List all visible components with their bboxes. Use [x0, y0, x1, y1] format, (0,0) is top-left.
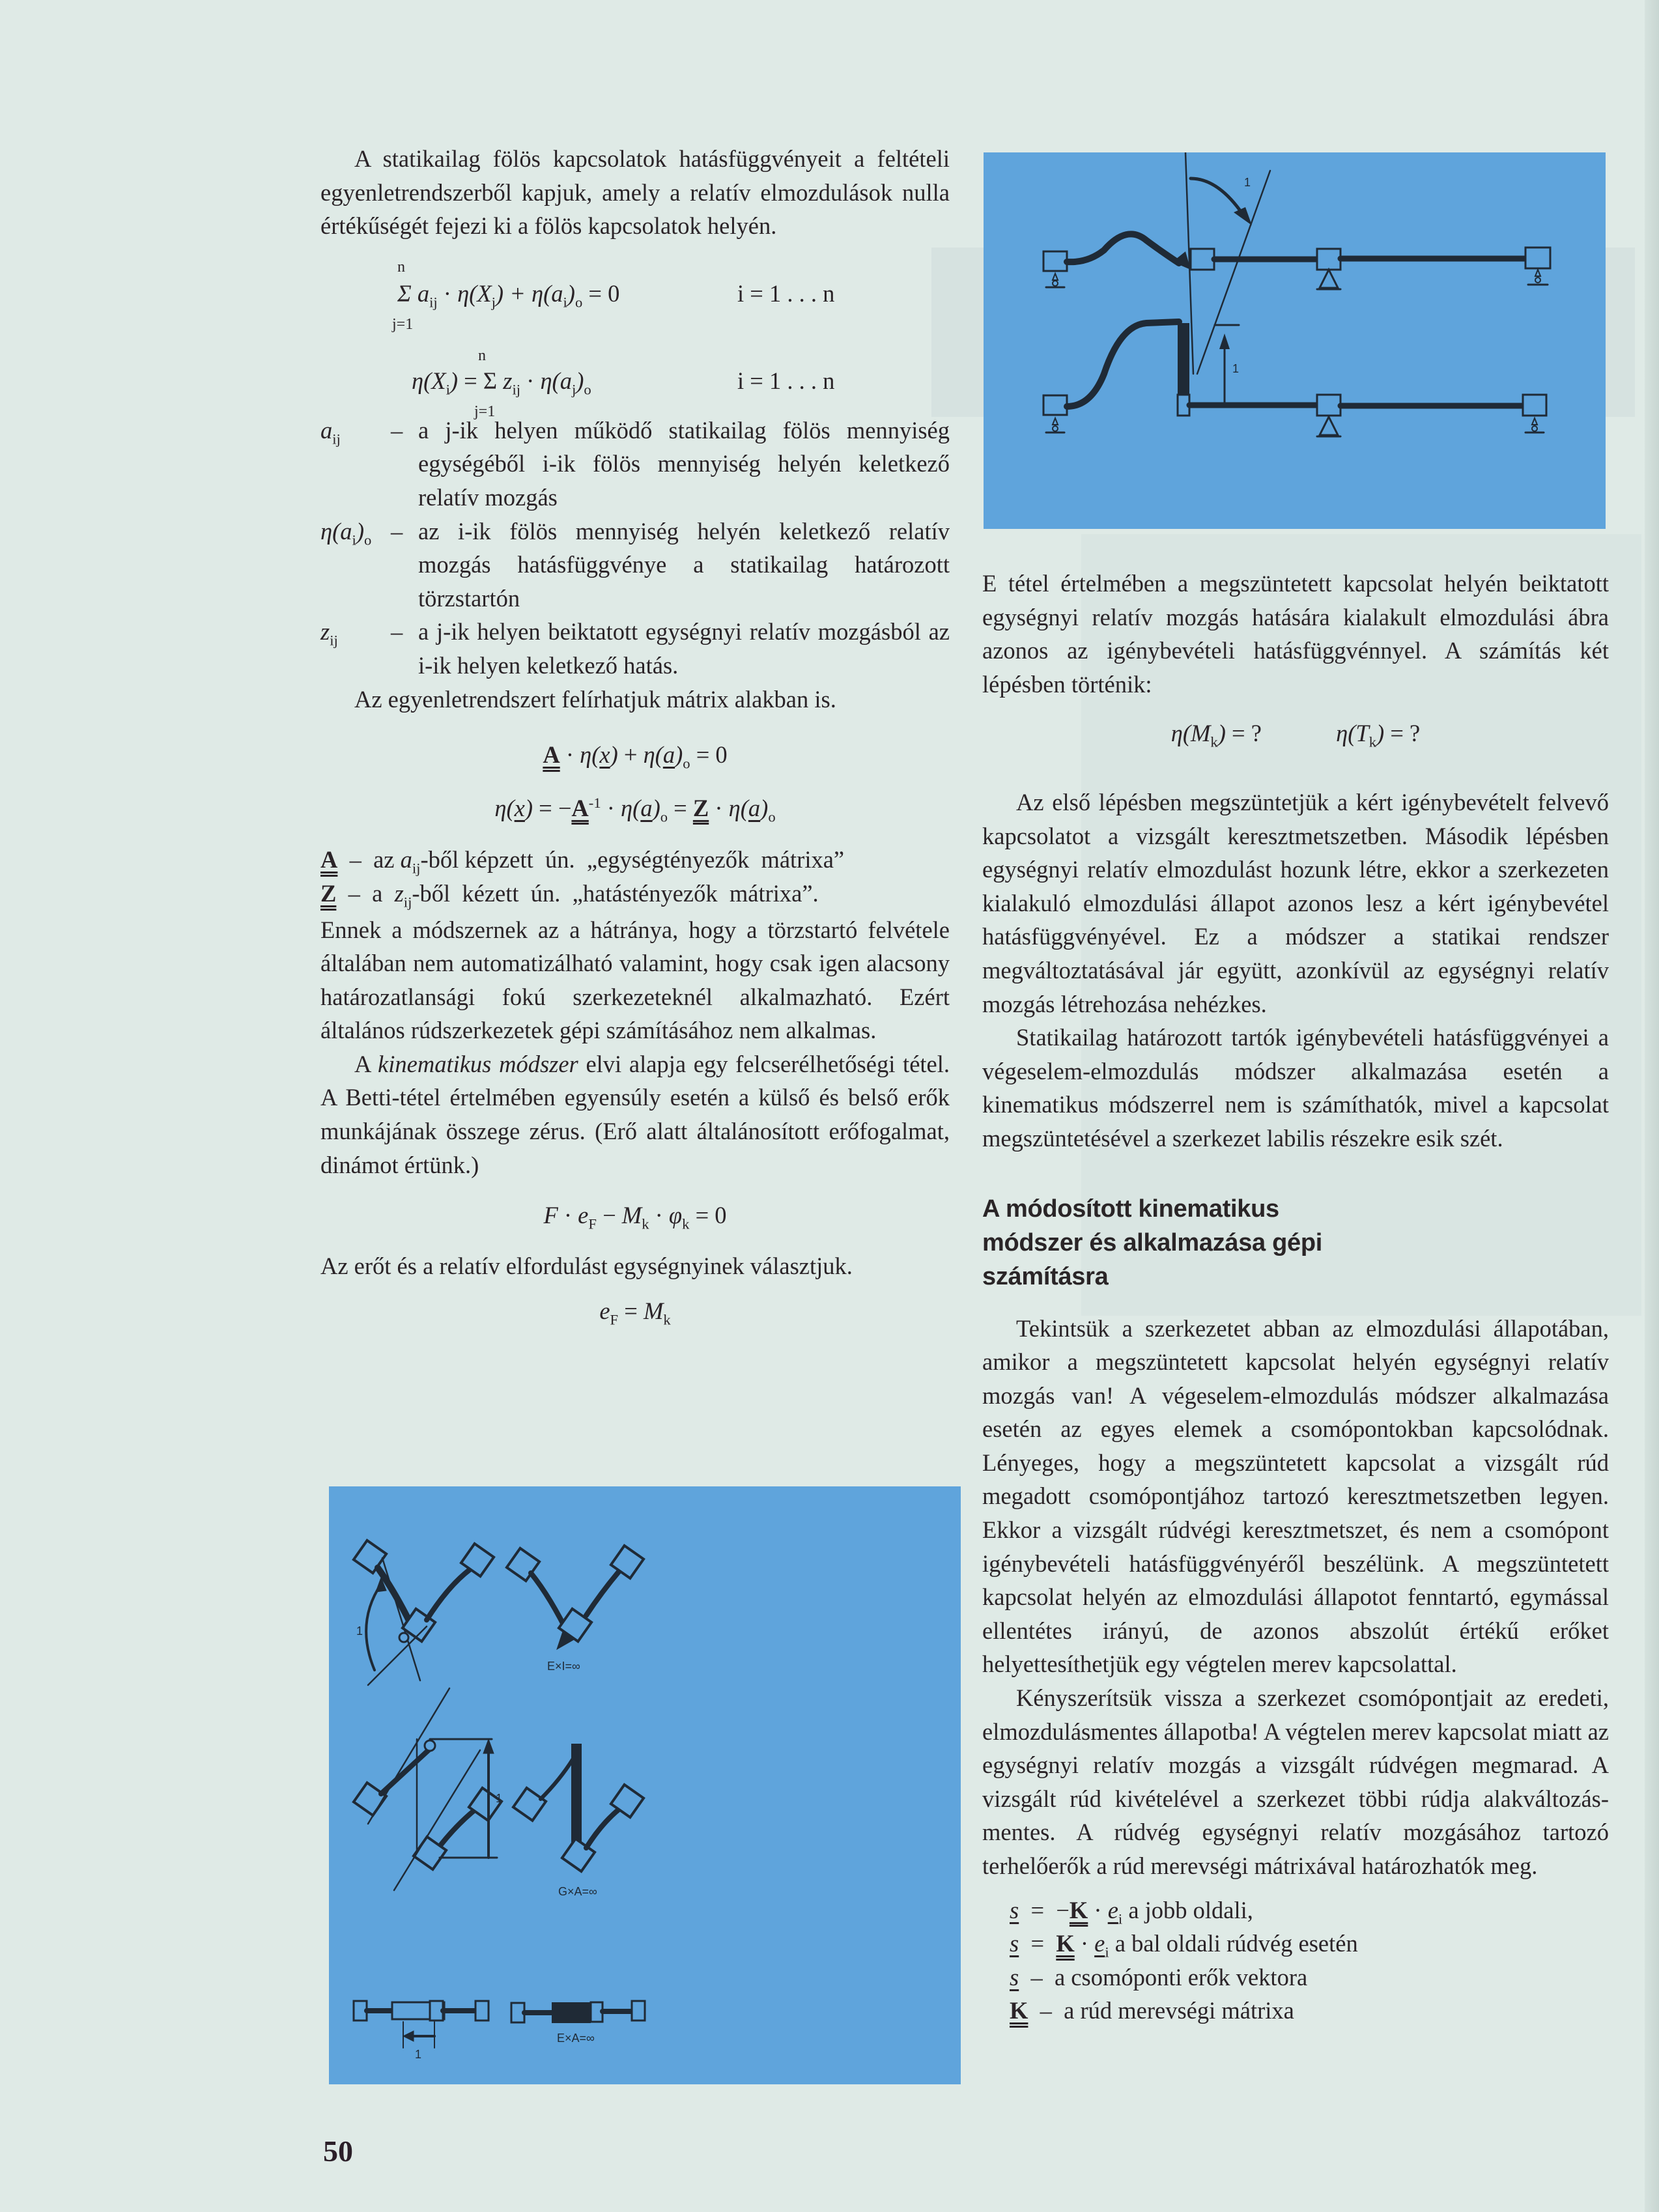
matrix-intro: Az egyenletrendszert felírhatjuk mátrix alakban is.	[354, 685, 836, 713]
figure-rigid-connections	[329, 1486, 961, 2084]
deflected-member	[1067, 322, 1179, 406]
node-square	[632, 2001, 645, 2021]
figure-rigid-connections-drawing	[329, 1486, 961, 2084]
equation-range: i = 1 . . . n	[737, 367, 835, 394]
matrix-symbol: A	[320, 846, 338, 873]
formula-right-end: $s = -K \cdot e_i$ a jobb oldali,	[1010, 1896, 1253, 1927]
rigid-shear-diagram	[513, 1744, 644, 1871]
node-square	[1043, 251, 1067, 271]
member	[441, 1807, 479, 1845]
definition-item	[320, 515, 950, 616]
definition-term: $z_{ij}$	[320, 618, 338, 649]
sum-lower-limit: j=1	[474, 403, 496, 420]
arrow-head	[1234, 207, 1252, 225]
member	[586, 1807, 622, 1848]
unit-equation: $e_F = M_k$	[599, 1297, 671, 1328]
equation-range: i = 1 . . . n	[737, 279, 835, 307]
steps-paragraph: Az első lépésben megszüntetjük a kért igénybevételt felvevő kapcsolatot a vizsgált keresztmetszetben. Második lépésben egységnyi relatív elmozdulást hozunk létre, ekkor a szerkezeten kialakuló elmozdulási állapot azonos lesz a kért igénybevétel hatásfüggvényével. Ez a módszer a statikai rendszer megváltoztatásával jár együtt, azonkívül az egységnyi relatív mozgás létrehozása nehézkes.	[982, 788, 1609, 1017]
constraint-paragraph: Kényszerítsük vissza a szerkezet csomópontjait az eredeti, elmozdulásmentes állapotba! A végtelen merev kapcsolat miatt az egységnyi relatív mozgás a vizsgált rúdvégen megmarad. A vizsgált rúd kivételével a szerkezet többi rúdja alakváltozás-mentes. A rúdvég egységnyi relatív mozgásához tartozó terhelőerők a rúd merevségi mátrixával határozhatók meg.	[982, 1684, 1609, 1879]
node-square	[354, 1783, 386, 1815]
tangent-line	[368, 1688, 449, 1824]
rigid-link	[571, 1744, 582, 1848]
label-rotation-unit: 1	[1244, 176, 1251, 189]
definition-term: $\eta(a_i)_o$	[320, 517, 372, 548]
sum-upper-limit: n	[478, 347, 486, 364]
formula-def-k: K – a rúd merevségi mátrixa	[1010, 1997, 1294, 2024]
hinge-circle	[425, 1740, 435, 1751]
figure-influence-lines-drawing	[984, 152, 1606, 529]
definition-text: az i-ik fölös mennyiség helyén keletkező relatív mozgás hatásfüggvénye a statikailag határozott törzstartón	[418, 517, 950, 612]
tangent-line	[368, 1626, 427, 1685]
label-shear-unit: 1	[496, 1792, 503, 1805]
kinematic-term: kinematikus módszer	[378, 1050, 578, 1077]
deflected-member	[1067, 234, 1179, 263]
member	[586, 1568, 622, 1615]
formula-note: a bal oldali rúdvég esetén	[1114, 1930, 1358, 1957]
shear-release-diagram	[354, 1688, 502, 1890]
pin-support	[1320, 417, 1338, 435]
formula-note: a rúd merevségi mátrixa	[1064, 1997, 1294, 2024]
kinematic-rest: elvi alapja egy felcserélhetőségi tétel. A Betti-tétel értelmében egyensúly esetén a külső és belső erők munkájának összege zérus. (Erő alatt általánosított erőfogalmat, dinámot értünk.)	[320, 1050, 950, 1178]
roller-wheel	[1535, 277, 1540, 283]
definition-dash: –	[391, 517, 403, 545]
rigid-axial-diagram	[511, 2001, 645, 2023]
definition-dash: –	[391, 618, 403, 645]
node-square	[513, 1788, 546, 1821]
determinate-paragraph: Statikailag határozott tartók igénybevételi hatásfüggvényei a végeselem-elmozdulás módszer alkalmazása esetén a kinematikus módszerrel nem is számíthatók, mivel a kapcsolat megszüntetésével a szerkezet labilis részekre esik szét.	[982, 1024, 1609, 1152]
rigid-link	[1178, 323, 1189, 395]
pin-support	[1320, 270, 1338, 288]
page-number: 50	[323, 2134, 353, 2168]
label-ei-infinity: E×I=∞	[547, 1660, 580, 1673]
matrix-def-a: A – az $a_{ij}$-ből képzett ún. „egységtényezők mátrixa”	[320, 846, 845, 877]
formula-left-end: $s = K \cdot e_i$ a bal oldali rúdvég esetén	[1010, 1930, 1358, 1961]
roller-wheel	[1053, 281, 1058, 286]
sum-upper-limit: n	[397, 258, 405, 276]
matrix-definitions	[320, 843, 950, 910]
equation-body: $\eta(X_i) = \Sigma$ $z_{ij} \cdot \eta(a_j)_o$	[412, 367, 591, 398]
arrow-head	[403, 2031, 414, 2041]
modified-method-paragraph: Tekintsük a szerkezetet abban az elmozdulási állapotában, amikor a megszüntetett kapcsolat helyén egységnyi relatív mozgás van! A végeselem-elmozdulás módszer alkalmazása esetén az egyes elemek a csomópontokban kapcsolódnak. Lényeges, hogy a megszüntetett kapcsolat a vizsgált rúd megadott csomópontjához tartozó keresztmetszetben legyen. Ekkor a vizsgált rúdvégi keresztmetszet, és nem a csomópont igénybevételi hatásfüggvényéről beszélünk. A megszüntetett kapcsolat helyén az elmozdulási állapotot fenntartó, egymással ellentétes irányú, de azonos abszolút értékű erőket helyettesíthetjük egy végtelen merev kapcsolattal.	[982, 1314, 1609, 1678]
formula-def-s: s – a csomóponti erők vektora	[1010, 1963, 1308, 1991]
rotation-arc	[1191, 178, 1243, 214]
definitions-list	[320, 414, 950, 683]
definition-dash: –	[391, 416, 403, 444]
shear-influence-beam	[1043, 322, 1546, 436]
label-rotation-unit: 1	[356, 1624, 363, 1638]
roller-support	[1053, 274, 1058, 280]
label-axial-unit: 1	[415, 2048, 422, 2061]
stiffness-formulas	[982, 1893, 1609, 2028]
right-column	[982, 567, 1609, 2028]
page-edge	[1645, 0, 1659, 2212]
label-shift-unit: 1	[1232, 362, 1240, 375]
axial-release-diagram	[354, 2001, 489, 2048]
left-column	[320, 142, 950, 1328]
node-square	[1191, 249, 1214, 270]
label-ga-infinity: G×A=∞	[558, 1885, 597, 1898]
member	[427, 1568, 472, 1620]
section-heading: A módosított kinematikus módszer és alkalmazása gépi számításra	[982, 1195, 1323, 1290]
roller-support	[1535, 270, 1540, 276]
matrix-symbol: Z	[320, 879, 337, 907]
matrix-equation-2: $\eta(x) = -A^{-1} \cdot \eta(a)_o = Z \cdot \eta(a)_o$	[494, 794, 776, 825]
rigid-link	[552, 2002, 591, 2023]
member	[541, 1759, 573, 1799]
unit-paragraph: Az erőt és a relatív elfordulást egységnyinek választjuk.	[320, 1252, 853, 1279]
node-square	[1043, 395, 1067, 415]
theorem-paragraph: E tétel értelmében a megszüntetett kapcsolat helyén beiktatott egységnyi relatív mozgás hatására kialakult elmozdulási ábra azonos az igénybevételi hatásfüggvénnyel. A számítás két lépésben történik:	[982, 570, 1609, 698]
label-ea-infinity: E×A=∞	[557, 2032, 595, 2045]
hinge-wedge	[1172, 251, 1191, 270]
node-square	[1317, 249, 1340, 270]
rotation-release-diagram	[354, 1540, 494, 1685]
formula-note: a jobb oldali,	[1128, 1896, 1253, 1923]
equation-sum-2	[320, 342, 950, 420]
definition-text: a j-ik helyen beiktatott egységnyi relatív mozgásból az i-ik helyen keletkező hatás.	[418, 618, 950, 679]
node-square	[475, 2001, 489, 2021]
definition-text: a j-ik helyen működő statikailag fölös mennyiség egységéből i-ik fölös mennyiség helyén keletkező relatív mozgás	[418, 416, 950, 511]
formula-note: a csomóponti erők vektora	[1054, 1963, 1308, 1991]
roller-wheel	[1053, 426, 1058, 431]
node-square	[1317, 395, 1340, 416]
betti-equation: $F \cdot e_F - M_k \cdot \varphi_k = 0$	[543, 1202, 727, 1232]
matrix-def-z: Z – a $z_{ij}$-ből kézett ún. „hatástényezők mátrixa”.	[320, 879, 819, 911]
kinematic-paragraph	[320, 1047, 950, 1182]
definition-item	[320, 414, 950, 515]
sum-lower-limit: j=1	[392, 315, 414, 333]
arrow-head	[483, 1739, 494, 1753]
definition-item	[320, 615, 950, 682]
member	[381, 1749, 430, 1794]
question-equations: $\eta(M_k)$ = ? $\eta(T_k)$ = ?	[1170, 720, 1421, 750]
roller-support	[1053, 418, 1058, 425]
hinge-circle	[399, 1633, 408, 1642]
equation-sum-1	[320, 257, 950, 333]
kinematic-lead: A	[354, 1050, 378, 1077]
drawback-paragraph: Ennek a módszernek az a hátránya, hogy a törzstartó felvétele általában nem automatizálható valamint, hogy csak igen alacsony határozatlansági fokú szerkezeteknél alkalmazható. Ezért általános rúdszerkezetek gépi számításához nem alkalmas.	[320, 916, 950, 1044]
node-square	[1523, 395, 1546, 416]
roller-wheel	[1532, 426, 1537, 431]
matrix-equation-1: $A \cdot \eta(x) + \eta(a)_o = 0$	[543, 741, 728, 772]
definition-term: $a_{ij}$	[320, 416, 341, 447]
intro-paragraph: A statikailag fölös kapcsolatok hatásfüggvényeit a feltételi egyenletrendszerből kapjuk, amely a relatív elmozdulások nulla értékűségét fejezi ki a fölös kapcsolatok helyén.	[320, 145, 950, 240]
roller-support	[1532, 418, 1537, 425]
equation-body: Σ $a_{ij} \cdot \eta(X_j) + \eta(a_i)_o = 0$	[397, 279, 620, 311]
arrow-head	[1219, 333, 1230, 349]
rigid-bending-diagram	[507, 1546, 644, 1649]
node-square	[1525, 248, 1550, 268]
rotation-arc	[366, 1584, 381, 1670]
figure-influence-lines	[984, 152, 1606, 529]
